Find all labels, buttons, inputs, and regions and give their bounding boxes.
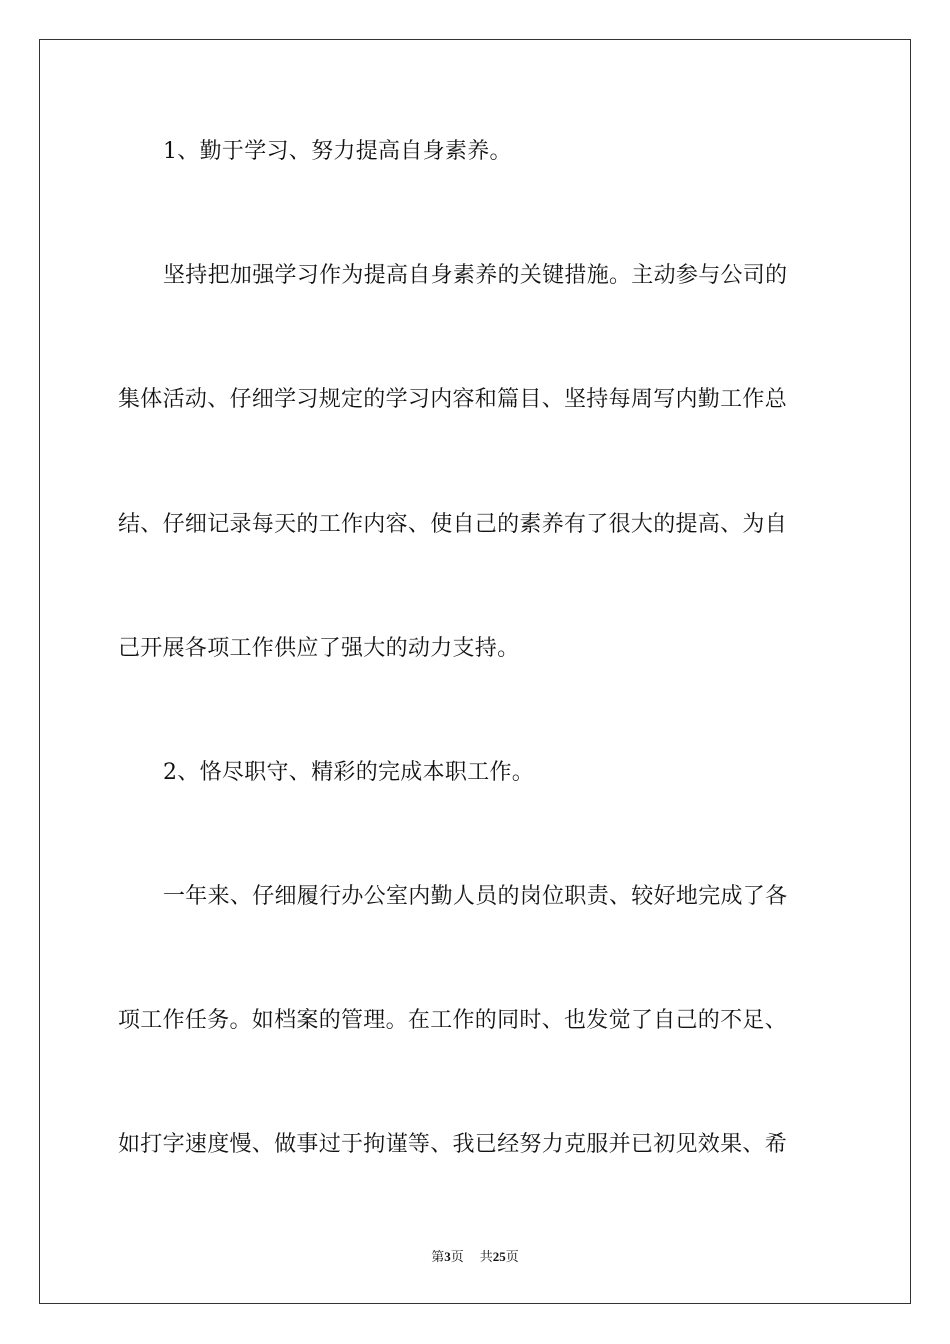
paragraph-line: 项工作任务。如档案的管理。在工作的同时、也发觉了自己的不足、 <box>118 1008 788 1033</box>
page-suffix: 页 <box>450 1250 464 1265</box>
section-heading-2: 2、恪尽职守、精彩的完成本职工作。 <box>163 760 535 785</box>
paragraph-line: 集体活动、仔细学习规定的学习内容和篇目、坚持每周写内勤工作总 <box>118 387 788 412</box>
section-heading-1: 1、勤于学习、努力提高自身素养。 <box>163 139 512 164</box>
paragraph-line: 一年来、仔细履行办公室内勤人员的岗位职责、较好地完成了各 <box>163 884 788 909</box>
paragraph-line: 坚持把加强学习作为提高自身素养的关键措施。主动参与公司的 <box>163 263 788 288</box>
total-pages: 25 <box>492 1249 506 1264</box>
page-footer <box>0 1248 950 1267</box>
total-prefix: 共 <box>479 1250 493 1265</box>
total-suffix: 页 <box>505 1250 519 1265</box>
paragraph-line: 结、仔细记录每天的工作内容、使自己的素养有了很大的提高、为自 <box>118 512 788 537</box>
paragraph-line: 如打字速度慢、做事过于拘谨等、我已经努力克服并已初见效果、希 <box>118 1132 788 1157</box>
page-prefix: 第 <box>431 1250 445 1265</box>
paragraph-line: 己开展各项工作供应了强大的动力支持。 <box>118 636 520 661</box>
page-border <box>39 39 911 1304</box>
page-number: 3 <box>444 1249 451 1264</box>
